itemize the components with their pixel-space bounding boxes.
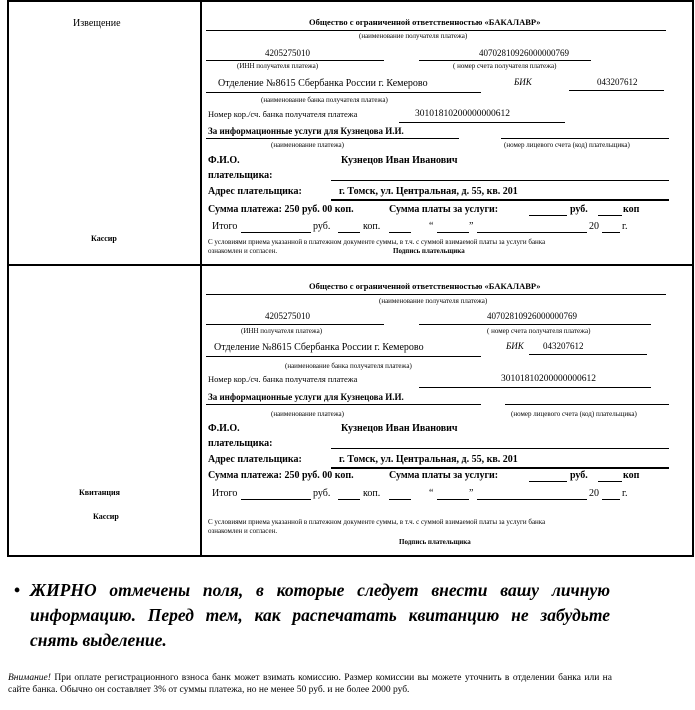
line xyxy=(437,232,469,233)
line xyxy=(419,324,651,325)
payee-name-caption: (наименование получателя платежа) xyxy=(379,297,488,305)
bik-label: БИК xyxy=(514,77,532,87)
address-label: Адрес плательщика: xyxy=(208,454,302,465)
line xyxy=(206,60,384,61)
line xyxy=(602,499,620,500)
inn-value[interactable]: 4205275010 xyxy=(265,311,310,321)
line xyxy=(529,481,567,482)
bank-caption: (наименование банка получателя платежа) xyxy=(285,362,412,370)
total-rub: руб. xyxy=(313,221,331,232)
account-value[interactable]: 40702810926000000769 xyxy=(487,311,577,321)
note-label: Внимание! xyxy=(8,673,51,683)
line xyxy=(338,499,360,500)
line xyxy=(419,60,591,61)
bank-name[interactable]: Отделение №8615 Сбербанка России г. Кемерово xyxy=(214,342,424,353)
personal-account-caption: (номер лицевого счета (код) плательщика) xyxy=(511,410,637,418)
quote-open: “ xyxy=(429,488,434,499)
year: 20 xyxy=(589,221,599,232)
line xyxy=(389,499,411,500)
line xyxy=(389,232,411,233)
bik-value[interactable]: 043207612 xyxy=(597,77,638,87)
commission-note xyxy=(8,672,612,696)
line xyxy=(569,90,664,91)
line xyxy=(206,138,459,139)
payee-name-caption: (наименование получателя платежа) xyxy=(359,32,468,40)
payee-name: Общество с ограниченной ответственностью «БАКАЛАВР» xyxy=(309,281,541,291)
rub-label: руб. xyxy=(570,470,588,481)
receipt-title: Квитанция xyxy=(79,488,120,497)
year: 20 xyxy=(589,488,599,499)
fio-label: Ф.И.О. xyxy=(208,423,240,434)
line xyxy=(206,92,481,93)
line xyxy=(331,448,669,449)
line xyxy=(338,232,360,233)
total-kop: коп. xyxy=(363,221,381,232)
line xyxy=(419,387,651,388)
line xyxy=(206,324,384,325)
address-value[interactable]: г. Томск, ул. Центральная, д. 55, кв. 201 xyxy=(339,454,518,465)
receipt-cashier-label: Кассир xyxy=(93,512,119,521)
fio-label-2: плательщика: xyxy=(208,438,273,449)
bold-fields-instruction xyxy=(14,578,610,653)
service-label[interactable]: За информационные услуги для Кузнецова И.И. xyxy=(208,126,404,136)
total-rub: руб. xyxy=(313,488,331,499)
corr-label: Номер кор./сч. банка получателя платежа xyxy=(208,374,358,384)
line xyxy=(331,199,669,201)
line xyxy=(501,138,669,139)
quote-close: ” xyxy=(469,488,474,499)
fio-value[interactable]: Кузнецов Иван Иванович xyxy=(341,423,458,434)
line xyxy=(602,232,620,233)
corr-account[interactable]: 30101810200000000612 xyxy=(501,374,596,384)
payment-form xyxy=(7,0,694,557)
line xyxy=(241,232,311,233)
consent-line-1: С условиями приема указанной в платежном документе суммы, в т.ч. с суммой взимаемой платы за услуги банка xyxy=(208,518,546,526)
section-divider xyxy=(9,264,692,266)
column-divider xyxy=(200,2,202,555)
fio-value[interactable]: Кузнецов Иван Иванович xyxy=(341,155,458,166)
kop-label: коп xyxy=(623,470,640,481)
consent-line-2: ознакомлен и согласен. xyxy=(208,527,278,535)
fio-label: Ф.И.О. xyxy=(208,155,240,166)
bik-label: БИК xyxy=(506,341,524,351)
inn-caption: (ИНН получателя платежа) xyxy=(237,62,319,70)
bank-name[interactable]: Отделение №8615 Сбербанка России г. Кемерово xyxy=(218,78,428,89)
signature-label: Подпись плательщика xyxy=(393,247,465,255)
line xyxy=(206,294,666,295)
corr-account[interactable]: 30101810200000000612 xyxy=(415,109,510,119)
note-text: При оплате регистрационного взноса банк может взимать комиссию. Размер комиссии вы можете уточнить в отделении банка или на сайте банка. Обычно он составляет 3% от суммы платежа, но не менее 50 руб. и не более 2000 руб. xyxy=(8,673,612,695)
line xyxy=(598,481,622,482)
line xyxy=(331,180,669,181)
consent-line-1: С условиями приема указанной в платежном документе суммы, в т.ч. с суммой взимаемой платы за услуги банка xyxy=(208,238,546,246)
service-fee-label: Сумма платы за услуги: xyxy=(389,470,499,481)
line xyxy=(477,232,587,233)
line xyxy=(529,215,567,216)
bank-caption: (наименование банка получателя платежа) xyxy=(261,96,388,104)
notice-title: Извещение xyxy=(73,18,121,29)
line xyxy=(206,30,666,31)
sum-label[interactable]: Сумма платежа: 250 руб. 00 коп. xyxy=(208,204,354,215)
line xyxy=(477,499,587,500)
corr-label: Номер кор./сч. банка получателя платежа xyxy=(208,109,358,119)
account-caption: ( номер счета получателя платежа) xyxy=(487,327,591,335)
total-label: Итого xyxy=(212,221,238,232)
line xyxy=(331,467,669,469)
bik-value[interactable]: 043207612 xyxy=(543,341,584,351)
service-caption: (наименование платежа) xyxy=(271,141,344,149)
account-value[interactable]: 40702810926000000769 xyxy=(479,48,569,58)
payee-name: Общество с ограниченной ответственностью «БАКАЛАВР» xyxy=(309,17,541,27)
personal-account-caption: (номер лицевого счета (код) плательщика) xyxy=(504,141,630,149)
sum-label[interactable]: Сумма платежа: 250 руб. 00 коп. xyxy=(208,470,354,481)
fio-label-2: плательщика: xyxy=(208,170,273,181)
signature-label: Подпись плательщика xyxy=(399,538,471,546)
line xyxy=(437,499,469,500)
service-fee-label: Сумма платы за услуги: xyxy=(389,204,499,215)
service-label[interactable]: За информационные услуги для Кузнецова И.И. xyxy=(208,392,404,402)
service-caption: (наименование платежа) xyxy=(271,410,344,418)
kop-label: коп xyxy=(623,204,640,215)
quote-open: “ xyxy=(429,221,434,232)
line xyxy=(399,122,565,123)
total-kop: коп. xyxy=(363,488,381,499)
account-caption: ( номер счета получателя платежа) xyxy=(453,62,557,70)
instruction-text: ЖИРНО отмечены поля, в которые следует внести вашу личную информацию. Перед тем, как распечатать квитанцию не забудьте снять выделение. xyxy=(30,580,610,650)
consent-line-2: ознакомлен и согласен. xyxy=(208,247,278,255)
line xyxy=(529,354,647,355)
inn-value[interactable]: 4205275010 xyxy=(265,48,310,58)
line xyxy=(241,499,311,500)
address-value[interactable]: г. Томск, ул. Центральная, д. 55, кв. 201 xyxy=(339,186,518,197)
notice-cashier-label: Кассир xyxy=(91,234,117,243)
bullet-dot-icon: • xyxy=(14,580,21,600)
inn-caption: (ИНН получателя платежа) xyxy=(241,327,323,335)
year-suffix: г. xyxy=(622,221,628,232)
year-suffix: г. xyxy=(622,488,628,499)
line xyxy=(505,404,669,405)
line xyxy=(598,215,622,216)
address-label: Адрес плательщика: xyxy=(208,186,302,197)
line xyxy=(206,404,481,405)
rub-label: руб. xyxy=(570,204,588,215)
line xyxy=(206,356,481,357)
total-label: Итого xyxy=(212,488,238,499)
quote-close: ” xyxy=(469,221,474,232)
